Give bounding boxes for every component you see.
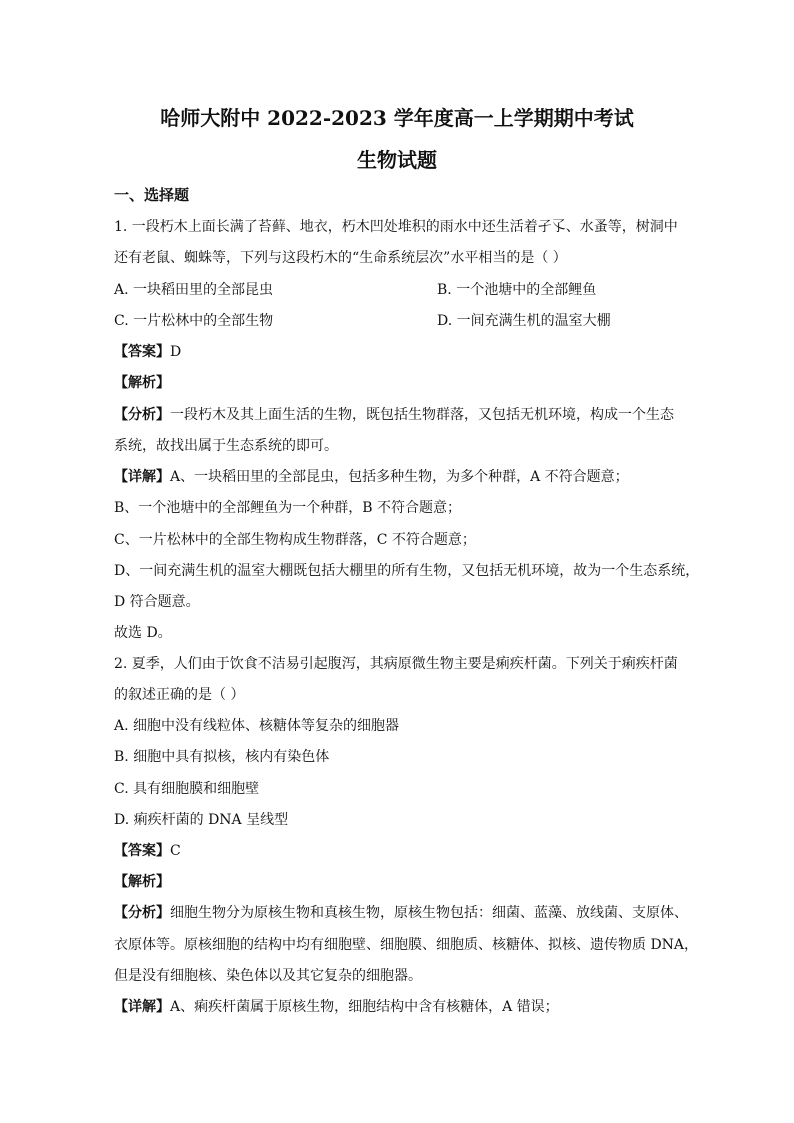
q2-fenxi-line1: [114, 904, 688, 922]
q1-detail-tag: 【详解】: [114, 469, 170, 485]
section-heading: 一、选择题: [114, 186, 190, 204]
q2-answer: [114, 842, 181, 860]
q1-fenxi-line1: [114, 406, 674, 424]
q2-fenxi-line2: 衣原体等。原核细胞的结构中均有细胞壁、细胞膜、细胞质、核糖体、拟核、遗传物质 DNA，: [114, 937, 699, 953]
exam-subtitle: 生物试题: [357, 148, 437, 172]
q1-answer: [114, 343, 181, 361]
q1-detail-line3: C、一片松林中的全部生物构成生物群落，C 不符合题意；: [114, 532, 476, 548]
q2-answer-value: C: [170, 843, 181, 859]
q1-option-c: C. 一片松林中的全部生物: [114, 313, 274, 329]
q1-stem-line2: 还有老鼠、蜘蛛等，下列与这段朽木的“生命系统层次”水平相当的是（ ）: [114, 250, 567, 266]
q1-fenxi-text1: 一段朽木及其上面生活的生物，既包括生物群落，又包括无机环境，构成一个生态: [170, 407, 674, 423]
q1-stem-line1: 1. 一段朽木上面长满了苔藓、地衣，朽木凹处堆积的雨水中还生活着孑孓、水蚤等，树洞中: [114, 219, 678, 235]
q2-detail-tag: 【详解】: [114, 999, 170, 1015]
q1-conclusion: 故选 D。: [114, 625, 172, 641]
q1-option-d: D. 一间充满生机的温室大棚: [437, 313, 611, 329]
q1-detail-text1: A、一块稻田里的全部昆虫，包括多种生物，为多个种群，A 不符合题意；: [170, 469, 629, 485]
q2-option-a: A. 细胞中没有线粒体、核糖体等复杂的细胞器: [114, 718, 400, 734]
q2-analysis-tag: 【解析】: [114, 874, 170, 890]
q2-stem-line2: 的叙述正确的是（ ）: [114, 687, 245, 703]
q1-fenxi-tag: 【分析】: [114, 407, 170, 423]
q1-option-b: B. 一个池塘中的全部鲤鱼: [437, 282, 597, 298]
q1-detail-line2: B、一个池塘中的全部鲤鱼为一个种群，B 不符合题意；: [114, 500, 462, 516]
q1-detail-line5: D 符合题意。: [114, 594, 200, 610]
q2-option-d: D. 痢疾杆菌的 DNA 呈线型: [114, 812, 289, 828]
q1-option-a: A. 一块稻田里的全部昆虫: [114, 282, 274, 298]
q2-fenxi-line3: 但是没有细胞核、染色体以及其它复杂的细胞器。: [114, 968, 422, 984]
q1-fenxi-line2: 系统，故找出属于生态系统的即可。: [114, 438, 338, 454]
q1-analysis-tag: 【解析】: [114, 375, 170, 391]
q2-detail-line1: [114, 998, 559, 1016]
q1-answer-tag: 【答案】: [114, 344, 170, 360]
q1-detail-line4: D、一间充满生机的温室大棚既包括大棚里的所有生物，又包括无机环境，故为一个生态系统，: [114, 563, 700, 579]
q2-fenxi-text1: 细胞生物分为原核生物和真核生物，原核生物包括：细菌、蓝藻、放线菌、支原体、: [170, 905, 688, 921]
q2-option-c: C. 具有细胞膜和细胞壁: [114, 781, 260, 797]
q2-option-b: B. 细胞中具有拟核，核内有染色体: [114, 749, 330, 765]
q2-detail-text1: A、痢疾杆菌属于原核生物，细胞结构中含有核糖体，A 错误；: [170, 999, 559, 1015]
q1-detail-line1: [114, 468, 629, 486]
q2-stem-line1: 2. 夏季，人们由于饮食不洁易引起腹泻，其病原微生物主要是痢疾杆菌。下列关于痢疾杆菌: [114, 656, 678, 672]
exam-title: 哈师大附中 2022-2023 学年度高一上学期期中考试: [160, 106, 634, 130]
q1-answer-value: D: [170, 344, 182, 360]
q2-answer-tag: 【答案】: [114, 843, 170, 859]
q2-fenxi-tag: 【分析】: [114, 905, 170, 921]
